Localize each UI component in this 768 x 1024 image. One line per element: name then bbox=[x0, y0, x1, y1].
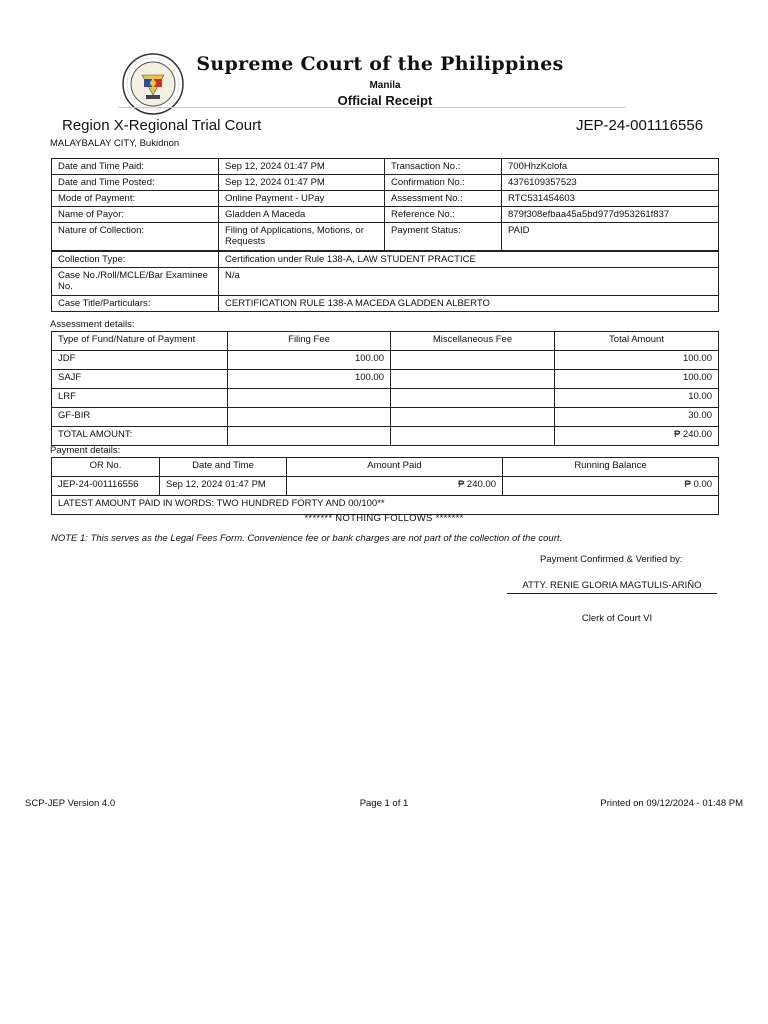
confirmation-value: 4376109357523 bbox=[502, 175, 719, 191]
column-header: Filing Fee bbox=[228, 332, 391, 351]
table-row bbox=[52, 159, 719, 175]
court-location: MALAYBALAY CITY, Bukidnon bbox=[50, 138, 180, 149]
assessment-no-label: Assessment No.: bbox=[385, 191, 502, 207]
court-city: Manila bbox=[369, 80, 401, 91]
table-row bbox=[52, 191, 719, 207]
signatory-title: Clerk of Court VI bbox=[581, 613, 653, 624]
table-row bbox=[52, 370, 719, 389]
total-cell: 10.00 bbox=[555, 389, 719, 408]
total-cell: 100.00 bbox=[555, 351, 719, 370]
column-header: Date and Time bbox=[160, 458, 287, 477]
confirmed-by-label: Payment Confirmed & Verified by: bbox=[540, 554, 683, 565]
date-posted-label: Date and Time Posted: bbox=[52, 175, 219, 191]
court-name: Supreme Court of the Philippines bbox=[196, 53, 564, 75]
footer-printed: Printed on 09/12/2024 - 01:48 PM bbox=[600, 798, 743, 809]
legal-fees-note: NOTE 1: This serves as the Legal Fees Form. Convenience fee or bank charges are not part of the collection of the court. bbox=[51, 533, 563, 544]
payment-section-label: Payment details: bbox=[50, 445, 121, 456]
supreme-court-seal bbox=[122, 53, 184, 115]
misc-fee-cell bbox=[391, 408, 555, 427]
receipt-number: JEP-24-001116556 bbox=[576, 117, 704, 134]
payor-value: Gladden A Maceda bbox=[219, 207, 385, 223]
column-header: Amount Paid bbox=[287, 458, 503, 477]
column-header: Running Balance bbox=[503, 458, 719, 477]
status-label: Payment Status: bbox=[385, 223, 502, 251]
header-divider bbox=[118, 107, 626, 108]
payor-label: Name of Payor: bbox=[52, 207, 219, 223]
table-row bbox=[52, 351, 719, 370]
fund-cell: SAJF bbox=[52, 370, 228, 389]
misc-fee-cell bbox=[391, 427, 555, 446]
collection-type-value: Certification under Rule 138-A, LAW STUDENT PRACTICE bbox=[219, 251, 719, 268]
column-header: Total Amount bbox=[555, 332, 719, 351]
case-title-value: CERTIFICATION RULE 138-A MACEDA GLADDEN ALBERTO bbox=[219, 295, 719, 311]
misc-fee-cell bbox=[391, 351, 555, 370]
mode-label: Mode of Payment: bbox=[52, 191, 219, 207]
transaction-value: 700HhzKclofa bbox=[502, 159, 719, 175]
mode-value: Online Payment - UPay bbox=[219, 191, 385, 207]
table-row bbox=[52, 175, 719, 191]
reference-value: 879f308efbaa45a5bd977d953261f837 bbox=[502, 207, 719, 223]
date-paid-value: Sep 12, 2024 01:47 PM bbox=[219, 159, 385, 175]
or-number-cell: JEP-24-001116556 bbox=[52, 477, 160, 496]
payment-table bbox=[51, 457, 719, 515]
filing-fee-cell bbox=[228, 408, 391, 427]
footer-version: SCP-JEP Version 4.0 bbox=[25, 798, 116, 809]
fund-cell: LRF bbox=[52, 389, 228, 408]
nothing-follows: ******* NOTHING FOLLOWS ******* bbox=[304, 513, 464, 524]
column-header: Miscellaneous Fee bbox=[391, 332, 555, 351]
total-cell: 100.00 bbox=[555, 370, 719, 389]
table-header-row bbox=[52, 458, 719, 477]
transaction-label: Transaction No.: bbox=[385, 159, 502, 175]
case-no-value: N/a bbox=[219, 267, 719, 295]
payment-date-cell: Sep 12, 2024 01:47 PM bbox=[160, 477, 287, 496]
assessment-table bbox=[51, 331, 719, 446]
fund-cell: GF-BIR bbox=[52, 408, 228, 427]
table-header-row bbox=[52, 332, 719, 351]
misc-fee-cell bbox=[391, 370, 555, 389]
assessment-section-label: Assessment details: bbox=[50, 319, 135, 330]
case-title-label: Case Title/Particulars: bbox=[52, 295, 219, 311]
amount-in-words: LATEST AMOUNT PAID IN WORDS: TWO HUNDRED FORTY AND 00/100** bbox=[52, 496, 719, 515]
filing-fee-cell bbox=[228, 389, 391, 408]
nature-value: Filing of Applications, Motions, or Requests bbox=[219, 223, 385, 251]
filing-fee-cell bbox=[228, 427, 391, 446]
signature-line bbox=[507, 593, 717, 594]
table-row bbox=[52, 496, 719, 515]
table-row bbox=[52, 223, 719, 251]
date-posted-value: Sep 12, 2024 01:47 PM bbox=[219, 175, 385, 191]
receipt-title: Official Receipt bbox=[337, 93, 433, 108]
nature-label: Nature of Collection: bbox=[52, 223, 219, 251]
running-balance-cell: ₱ 0.00 bbox=[503, 477, 719, 496]
court-branch: Region X-Regional Trial Court bbox=[62, 117, 262, 134]
assessment-no-value: RTC531454603 bbox=[502, 191, 719, 207]
table-row bbox=[52, 427, 719, 446]
footer-page: Page 1 of 1 bbox=[359, 798, 409, 809]
reference-label: Reference No.: bbox=[385, 207, 502, 223]
table-row bbox=[52, 295, 719, 311]
column-header: OR No. bbox=[52, 458, 160, 477]
table-row bbox=[52, 207, 719, 223]
table-row bbox=[52, 408, 719, 427]
table-row bbox=[52, 389, 719, 408]
table-row bbox=[52, 477, 719, 496]
collection-type-label: Collection Type: bbox=[52, 251, 219, 268]
fund-cell: TOTAL AMOUNT: bbox=[52, 427, 228, 446]
total-amount-cell: ₱ 240.00 bbox=[555, 427, 719, 446]
total-cell: 30.00 bbox=[555, 408, 719, 427]
filing-fee-cell: 100.00 bbox=[228, 370, 391, 389]
signatory-name: ATTY. RENIE GLORIA MAGTULIS-ARIÑO bbox=[522, 580, 702, 591]
misc-fee-cell bbox=[391, 389, 555, 408]
case-no-label: Case No./Roll/MCLE/Bar Examinee No. bbox=[52, 267, 219, 295]
table-row bbox=[52, 251, 719, 268]
column-header: Type of Fund/Nature of Payment bbox=[52, 332, 228, 351]
table-row bbox=[52, 267, 719, 295]
amount-paid-cell: ₱ 240.00 bbox=[287, 477, 503, 496]
date-paid-label: Date and Time Paid: bbox=[52, 159, 219, 175]
fund-cell: JDF bbox=[52, 351, 228, 370]
receipt-info-table bbox=[51, 158, 719, 312]
status-value: PAID bbox=[502, 223, 719, 251]
confirmation-label: Confirmation No.: bbox=[385, 175, 502, 191]
filing-fee-cell: 100.00 bbox=[228, 351, 391, 370]
